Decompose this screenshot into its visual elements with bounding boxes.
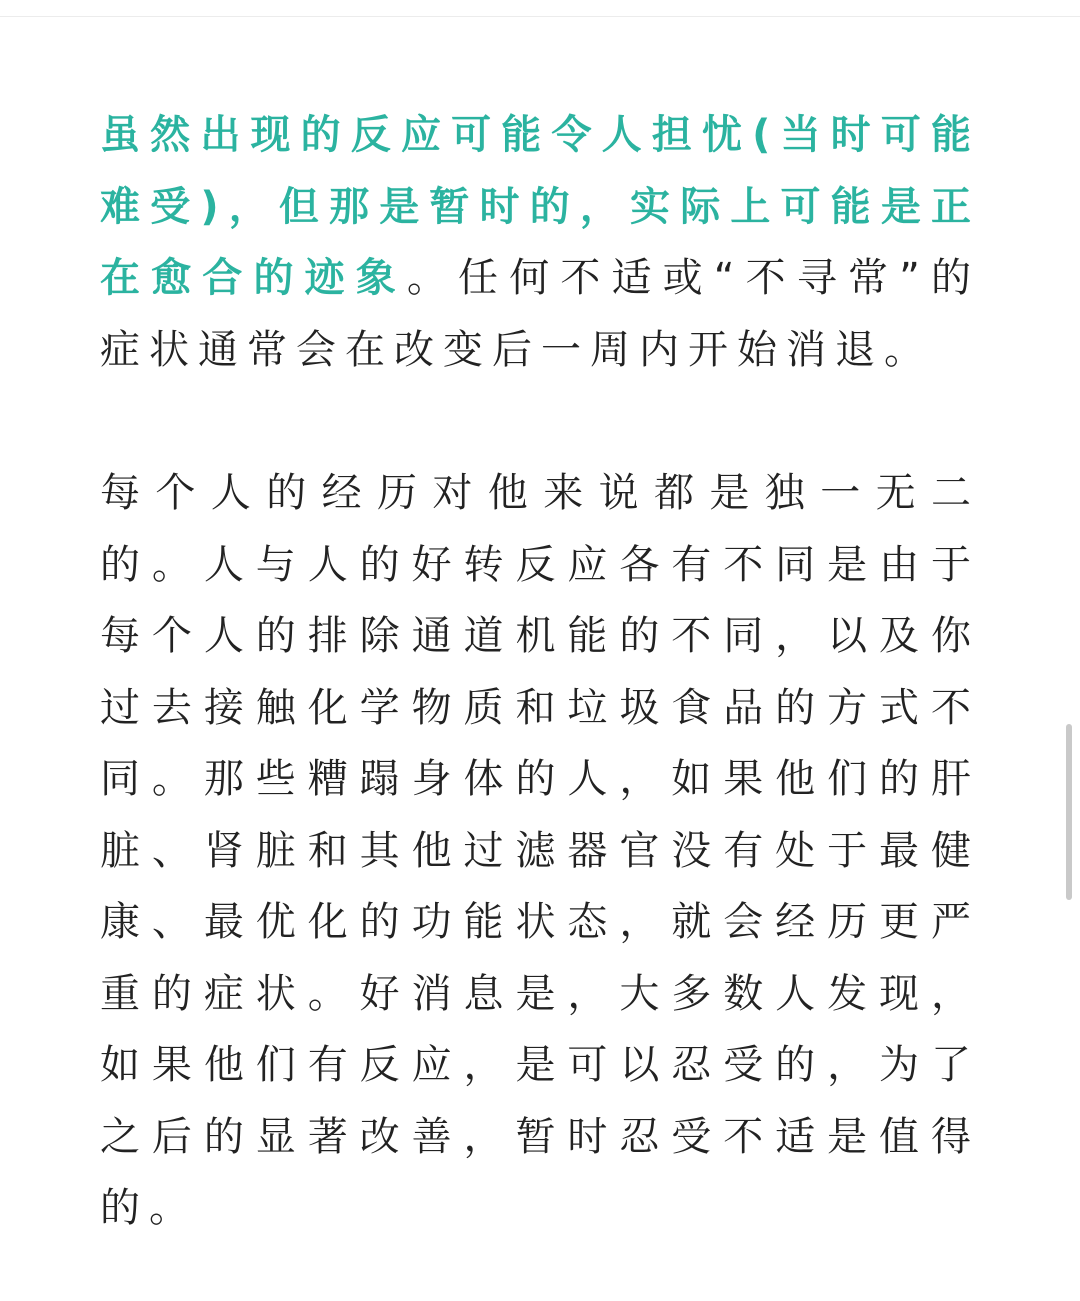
scrollbar-thumb[interactable] — [1066, 724, 1072, 900]
paragraph-unique-experience: 每个人的经历对他来说都是独一无二的。人与人的好转反应各有不同是由于每个人的排除通道机能的不同，以及你过去接触化学物质和垃圾食品的方式不同。那些糟蹋身体的人，如果他们的肝脏、肾脏和其他过滤器官没有处于最健康、最优化的功能状态，就会经历更严重的症状。好消息是，大多数人发现，如果他们有反应，是可以忍受的，为了之后的显著改善，暂时忍受不适是值得的。 — [100, 470, 980, 1231]
paragraph-text: 。任何不适或“不寻常”的症状通常会在改变后一周内开始消退。 — [100, 255, 980, 373]
top-divider — [0, 16, 1080, 17]
article-body — [100, 100, 980, 1245]
highlighted-text: 虽然出现的反应可能令人担忧(当时可能难受)，但那是暂时的，实际上可能是正在愈合的迹象 — [100, 112, 980, 301]
paragraph-healing-reaction — [100, 100, 980, 386]
